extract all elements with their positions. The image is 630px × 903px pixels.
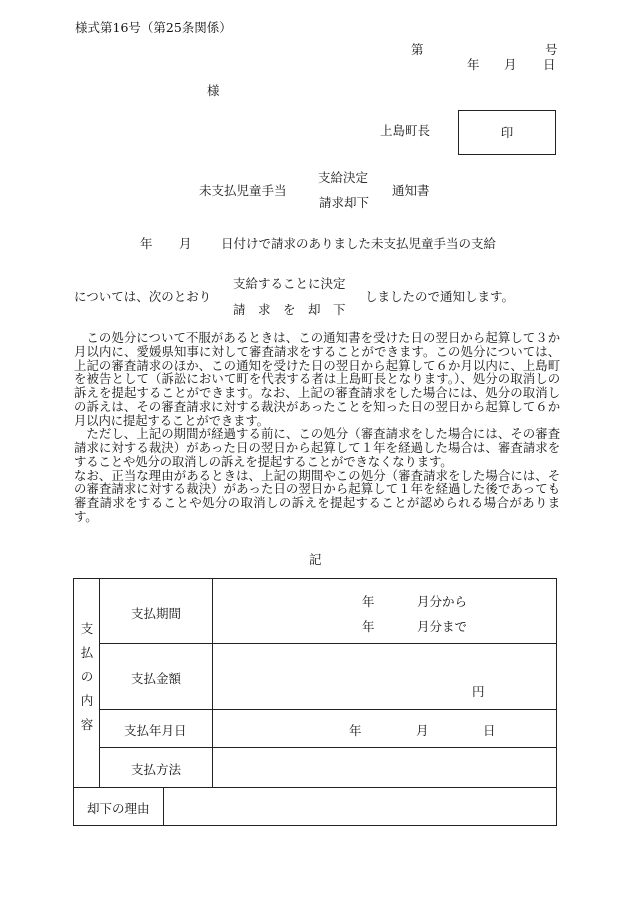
appeal-notice [74, 331, 560, 524]
period-from-month: 月分から [417, 594, 468, 609]
issue-date-day: 日 [543, 57, 556, 72]
appeal-notice-paragraph-2: ただし、上記の期間が経過する前に、この処分（審査請求をした場合には、その審査請求に対する裁決）があった日の翌日から起算して１年を経過した場合は、審査請求をすることや処分の取消しの訴えを提起することができなくなります。 [74, 426, 560, 469]
rejection-reason-label: 却下の理由 [87, 801, 150, 816]
opening-option-approve: 支給することに決定 [233, 276, 346, 291]
payment-date-day: 日 [483, 723, 496, 738]
appeal-notice-paragraph-3: なお、正当な理由があるときは、上記の期間やこの処分（審査請求をした場合には、その審査請求に対する裁決）があった日の翌日から起算して１年を経過した後であっても審査請求をすることや処分の取消しの訴えを提起することが認められる場合があります。 [74, 467, 560, 524]
title-option-reject: 請求却下 [319, 195, 370, 210]
issue-date-year: 年 [467, 57, 480, 72]
opening-option-reject: 請 求 を 却 下 [233, 302, 346, 317]
seal-mark: 印 [500, 125, 514, 140]
group-label-char: の [80, 669, 94, 684]
title-left: 未支払児童手当 [199, 183, 287, 198]
period-from-year: 年 [362, 594, 375, 609]
payment-method-label: 支払方法 [131, 762, 182, 777]
payment-date-label: 支払年月日 [124, 723, 187, 738]
group-label-char: 支 [80, 621, 94, 636]
payment-amount-label: 支払金額 [131, 671, 182, 686]
seal-box [458, 110, 556, 155]
payment-amount-unit: 円 [472, 684, 485, 699]
opening-tail: しましたので通知します。 [365, 289, 515, 304]
payment-date-month: 月 [416, 723, 429, 738]
document-number-prefix: 第 [411, 42, 424, 57]
title-right: 通知書 [392, 183, 430, 198]
payment-details-table [73, 578, 557, 826]
group-label-char: 容 [80, 717, 94, 732]
group-label-char: 払 [80, 645, 94, 660]
payment-date-year: 年 [349, 723, 362, 738]
opening-text: 日付けで請求のありました未支払児童手当の支給 [221, 236, 497, 251]
issuer-name: 上島町長 [380, 123, 431, 138]
title-option-approve: 支給決定 [318, 170, 369, 185]
addressee-suffix: 様 [207, 83, 220, 98]
opening-lead: については、次のとおり [74, 289, 212, 304]
period-to-year: 年 [362, 619, 375, 634]
ki-heading: 記 [309, 552, 322, 567]
request-date-month: 月 [179, 236, 192, 251]
issue-date-month: 月 [504, 57, 517, 72]
group-label-char: 内 [80, 693, 94, 708]
document-number-suffix: 号 [545, 42, 558, 57]
appeal-notice-paragraph-1: この処分について不服があるときは、この通知書を受けた日の翌日から起算して３か月以内に、愛媛県知事に対して審査請求をすることができます。この処分については、上記の審査請求のほか、この通知を受けた日の翌日から起算して６か月以内に、上島町を被告として（訴訟において町を代表する者は上島町長となります。）、処分の取消しの訴えを提起することができます。なお、上記の審査請求をした場合には、処分の取消しの訴えは、その審査請求に対する裁決があったことを知った日の翌日から起算して６か月以内に提起することができます。 [74, 330, 560, 428]
payment-period-label: 支払期間 [131, 606, 182, 621]
period-to-month: 月分まで [417, 619, 468, 634]
form-number: 様式第16号（第25条関係） [75, 20, 232, 35]
payment-content-group-label [79, 617, 95, 737]
request-date-year: 年 [140, 236, 153, 251]
